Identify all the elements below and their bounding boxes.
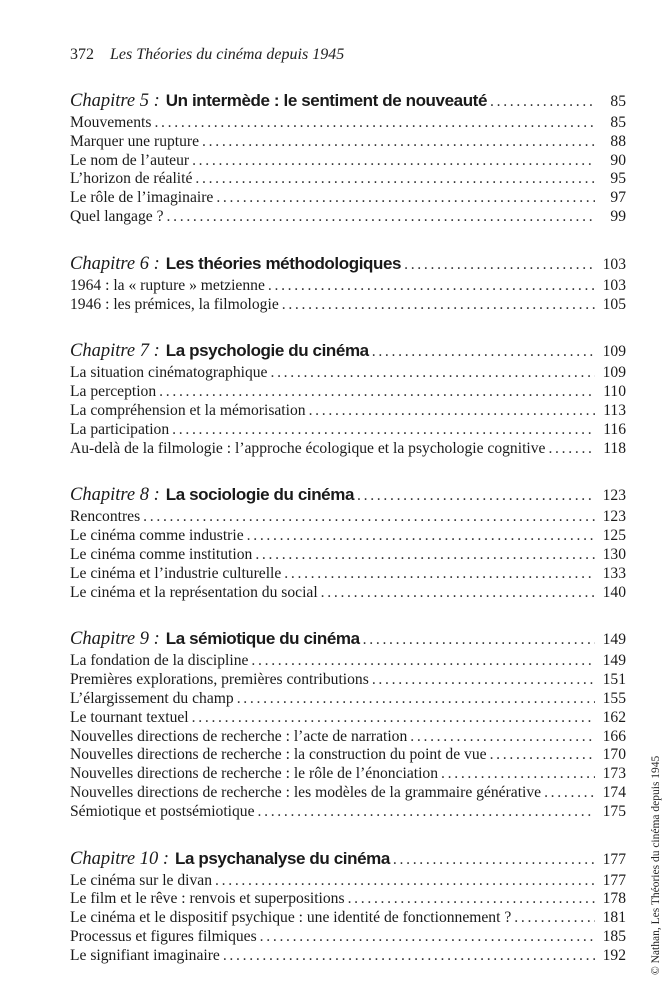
entry-page-number: 140 xyxy=(602,583,626,601)
dot-leader xyxy=(247,527,595,546)
entry-page-number: 177 xyxy=(602,871,626,889)
toc-entry[interactable] xyxy=(70,527,626,546)
toc-entry[interactable] xyxy=(70,208,626,227)
entry-label: Sémiotique et postsémiotique xyxy=(70,802,255,820)
chapter-title: La psychologie du cinéma xyxy=(165,341,369,361)
dot-leader xyxy=(372,340,595,364)
dot-leader xyxy=(223,947,595,966)
entry-page-number: 85 xyxy=(610,114,626,131)
chapter-number: Chapitre 10 : xyxy=(70,848,170,869)
dot-leader xyxy=(363,628,595,652)
entry-page-number: 192 xyxy=(602,946,626,964)
entry-page-number: 133 xyxy=(602,564,626,582)
dot-leader xyxy=(192,709,595,728)
toc-entry[interactable] xyxy=(70,784,626,803)
entry-page-number: 162 xyxy=(602,708,626,726)
toc-entry[interactable] xyxy=(70,133,626,152)
toc-entry[interactable] xyxy=(70,652,626,671)
toc-entry[interactable] xyxy=(70,364,626,383)
chapter-title: La psychanalyse du cinéma xyxy=(175,848,390,868)
entry-page-number: 170 xyxy=(602,746,626,764)
toc-entry[interactable] xyxy=(70,565,626,584)
dot-leader xyxy=(282,296,595,315)
dot-leader xyxy=(215,872,595,891)
chapter-heading[interactable] xyxy=(70,627,626,651)
entry-page-number: 185 xyxy=(602,927,626,945)
entry-page-number: 110 xyxy=(603,383,626,401)
toc-entry[interactable] xyxy=(70,890,626,909)
entry-label: L’élargissement du champ xyxy=(70,689,234,707)
entry-page-number: 166 xyxy=(602,727,626,745)
entry-label: Le tournant textuel xyxy=(70,708,189,726)
entry-label: Le nom de l’auteur xyxy=(70,151,190,169)
entry-page-number: 99 xyxy=(610,207,626,225)
entry-label: Le cinéma et la représentation du social xyxy=(70,583,318,601)
dot-leader xyxy=(309,402,595,421)
dot-leader xyxy=(490,746,595,765)
chapter-page-number: 109 xyxy=(602,343,626,361)
toc-entry[interactable] xyxy=(70,909,626,928)
dot-leader xyxy=(260,928,595,947)
dot-leader xyxy=(410,728,595,747)
entry-label: 1964 : la « rupture » metzienne xyxy=(70,276,265,294)
toc-entry[interactable] xyxy=(70,383,626,402)
entry-label: Le cinéma et l’industrie culturelle xyxy=(70,564,282,582)
copyright-credit: © Nathan, Les Théories du cinéma depuis 1945 xyxy=(650,755,662,975)
entry-label: L’horizon de réalité xyxy=(70,170,193,188)
entry-page-number: 174 xyxy=(602,783,626,801)
toc-entry[interactable] xyxy=(70,947,626,966)
entry-label: Rencontres xyxy=(70,508,141,526)
toc-entry[interactable] xyxy=(70,803,626,822)
dot-leader xyxy=(258,803,595,822)
entry-label: Le cinéma comme industrie xyxy=(70,527,244,545)
toc-entry[interactable] xyxy=(70,928,626,947)
dot-leader xyxy=(202,133,595,152)
chapter-title: La sociologie du cinéma xyxy=(165,485,354,505)
toc-entry[interactable] xyxy=(70,421,626,440)
dot-leader xyxy=(195,170,595,189)
dot-leader xyxy=(548,440,595,459)
entry-label: Le cinéma et le dispositif psychique : une identité de fonctionnement ? xyxy=(70,909,512,927)
chapter-section xyxy=(70,252,626,315)
toc-entry[interactable] xyxy=(70,114,626,133)
entry-page-number: 178 xyxy=(602,890,626,908)
entry-label: Le film et le rêve : renvois et superpositions xyxy=(70,890,345,908)
entry-label: Le cinéma comme institution xyxy=(70,545,253,563)
entry-label: La fondation de la discipline xyxy=(70,652,249,670)
entry-label: 1946 : les prémices, la filmologie xyxy=(70,295,279,313)
running-title: Les Théories du cinéma depuis 1945 xyxy=(110,46,345,63)
dot-leader xyxy=(321,584,595,603)
table-of-contents xyxy=(70,89,626,991)
chapter-title: La sémiotique du cinéma xyxy=(165,629,360,649)
entry-page-number: 88 xyxy=(610,132,626,150)
entry-page-number: 149 xyxy=(602,652,626,670)
entry-page-number: 130 xyxy=(602,545,626,563)
dot-leader xyxy=(514,909,595,928)
entry-label: Nouvelles directions de recherche : le rôle de l’énonciation xyxy=(70,765,439,783)
dot-leader xyxy=(270,364,595,383)
entry-label: Nouvelles directions de recherche : la construction du point de vue xyxy=(70,746,487,764)
toc-entry[interactable] xyxy=(70,584,626,603)
entry-label: La participation xyxy=(70,420,170,438)
toc-entry[interactable] xyxy=(70,277,626,296)
chapter-section xyxy=(70,89,626,227)
entry-page-number: 118 xyxy=(603,439,626,457)
entry-label: Le rôle de l’imaginaire xyxy=(70,189,214,207)
dot-leader xyxy=(372,671,595,690)
dot-leader xyxy=(143,508,595,527)
dot-leader xyxy=(348,890,595,909)
entry-page-number: 125 xyxy=(602,527,626,545)
running-header xyxy=(70,46,344,64)
dot-leader xyxy=(268,277,595,296)
chapter-heading[interactable] xyxy=(70,89,626,113)
entry-page-number: 116 xyxy=(603,420,626,438)
entry-page-number: 105 xyxy=(602,295,626,313)
chapter-number: Chapitre 5 : xyxy=(70,91,160,111)
toc-entry[interactable] xyxy=(70,690,626,709)
chapter-number: Chapitre 9 : xyxy=(70,629,160,650)
page-number: 372 xyxy=(70,46,94,63)
chapter-title: Un intermède : le sentiment de nouveauté xyxy=(165,91,488,110)
entry-page-number: 95 xyxy=(610,170,626,188)
dot-leader xyxy=(216,189,595,208)
entry-page-number: 175 xyxy=(602,802,626,820)
entry-label: Le cinéma sur le divan xyxy=(70,871,213,889)
toc-entry[interactable] xyxy=(70,189,626,208)
entry-page-number: 155 xyxy=(602,689,626,707)
dot-leader xyxy=(404,253,595,277)
entry-label: Nouvelles directions de recherche : les modèles de la grammaire générative xyxy=(70,783,542,801)
entry-label: Nouvelles directions de recherche : l’acte de narration xyxy=(70,727,408,745)
dot-leader xyxy=(357,484,595,508)
entry-page-number: 113 xyxy=(603,401,626,419)
entry-label: La compréhension et la mémorisation xyxy=(70,401,306,419)
dot-leader xyxy=(441,765,595,784)
toc-entry[interactable] xyxy=(70,709,626,728)
entry-label: Premières explorations, premières contributions xyxy=(70,671,369,689)
chapter-heading[interactable] xyxy=(70,252,626,276)
entry-page-number: 123 xyxy=(602,508,626,526)
chapter-number: Chapitre 7 : xyxy=(70,341,160,362)
chapter-heading[interactable] xyxy=(70,847,626,871)
entry-label: Processus et figures filmiques xyxy=(70,927,257,945)
dot-leader xyxy=(154,114,595,133)
toc-entry[interactable] xyxy=(70,671,626,690)
chapter-page-number: 149 xyxy=(602,631,626,649)
dot-leader xyxy=(159,383,595,402)
dot-leader xyxy=(284,565,595,584)
entry-page-number: 151 xyxy=(602,671,626,689)
toc-entry[interactable] xyxy=(70,765,626,784)
entry-label: Le signifiant imaginaire xyxy=(70,946,220,964)
chapter-page-number: 123 xyxy=(602,487,626,505)
toc-entry[interactable] xyxy=(70,872,626,891)
toc-entry[interactable] xyxy=(70,440,626,459)
chapter-heading[interactable] xyxy=(70,483,626,507)
entry-label: Quel langage ? xyxy=(70,207,164,225)
chapter-title: Les théories méthodologiques xyxy=(165,253,402,273)
chapter-page-number: 103 xyxy=(602,255,626,273)
chapter-number: Chapitre 8 : xyxy=(70,485,160,506)
entry-page-number: 90 xyxy=(610,151,626,169)
toc-entry[interactable] xyxy=(70,170,626,189)
entry-label: Marquer une rupture xyxy=(70,132,200,150)
chapter-page-number: 85 xyxy=(610,93,626,110)
dot-leader xyxy=(172,421,595,440)
entry-label: Au-delà de la filmologie : l’approche écologique et la psychologie cognitive xyxy=(70,439,546,457)
entry-page-number: 109 xyxy=(602,364,626,382)
chapter-section xyxy=(70,339,626,458)
dot-leader xyxy=(490,90,595,114)
chapter-section xyxy=(70,847,626,966)
entry-label: La perception xyxy=(70,383,157,401)
dot-leader xyxy=(237,690,595,709)
entry-page-number: 97 xyxy=(610,189,626,207)
dot-leader xyxy=(167,208,595,227)
entry-page-number: 181 xyxy=(602,909,626,927)
entry-page-number: 173 xyxy=(602,765,626,783)
dot-leader xyxy=(251,652,595,671)
chapter-heading[interactable] xyxy=(70,339,626,363)
entry-page-number: 103 xyxy=(602,276,626,294)
chapter-section xyxy=(70,627,626,821)
toc-entry[interactable] xyxy=(70,746,626,765)
dot-leader xyxy=(393,848,595,872)
toc-entry[interactable] xyxy=(70,296,626,315)
dot-leader xyxy=(544,784,595,803)
chapter-number: Chapitre 6 : xyxy=(70,253,160,274)
toc-entry[interactable] xyxy=(70,152,626,171)
entry-label: Mouvements xyxy=(70,114,152,131)
toc-entry[interactable] xyxy=(70,546,626,565)
toc-entry[interactable] xyxy=(70,728,626,747)
chapter-section xyxy=(70,483,626,602)
dot-leader xyxy=(192,152,595,171)
toc-entry[interactable] xyxy=(70,508,626,527)
toc-entry[interactable] xyxy=(70,402,626,421)
chapter-page-number: 177 xyxy=(602,850,626,868)
entry-label: La situation cinématographique xyxy=(70,364,268,382)
dot-leader xyxy=(255,546,595,565)
